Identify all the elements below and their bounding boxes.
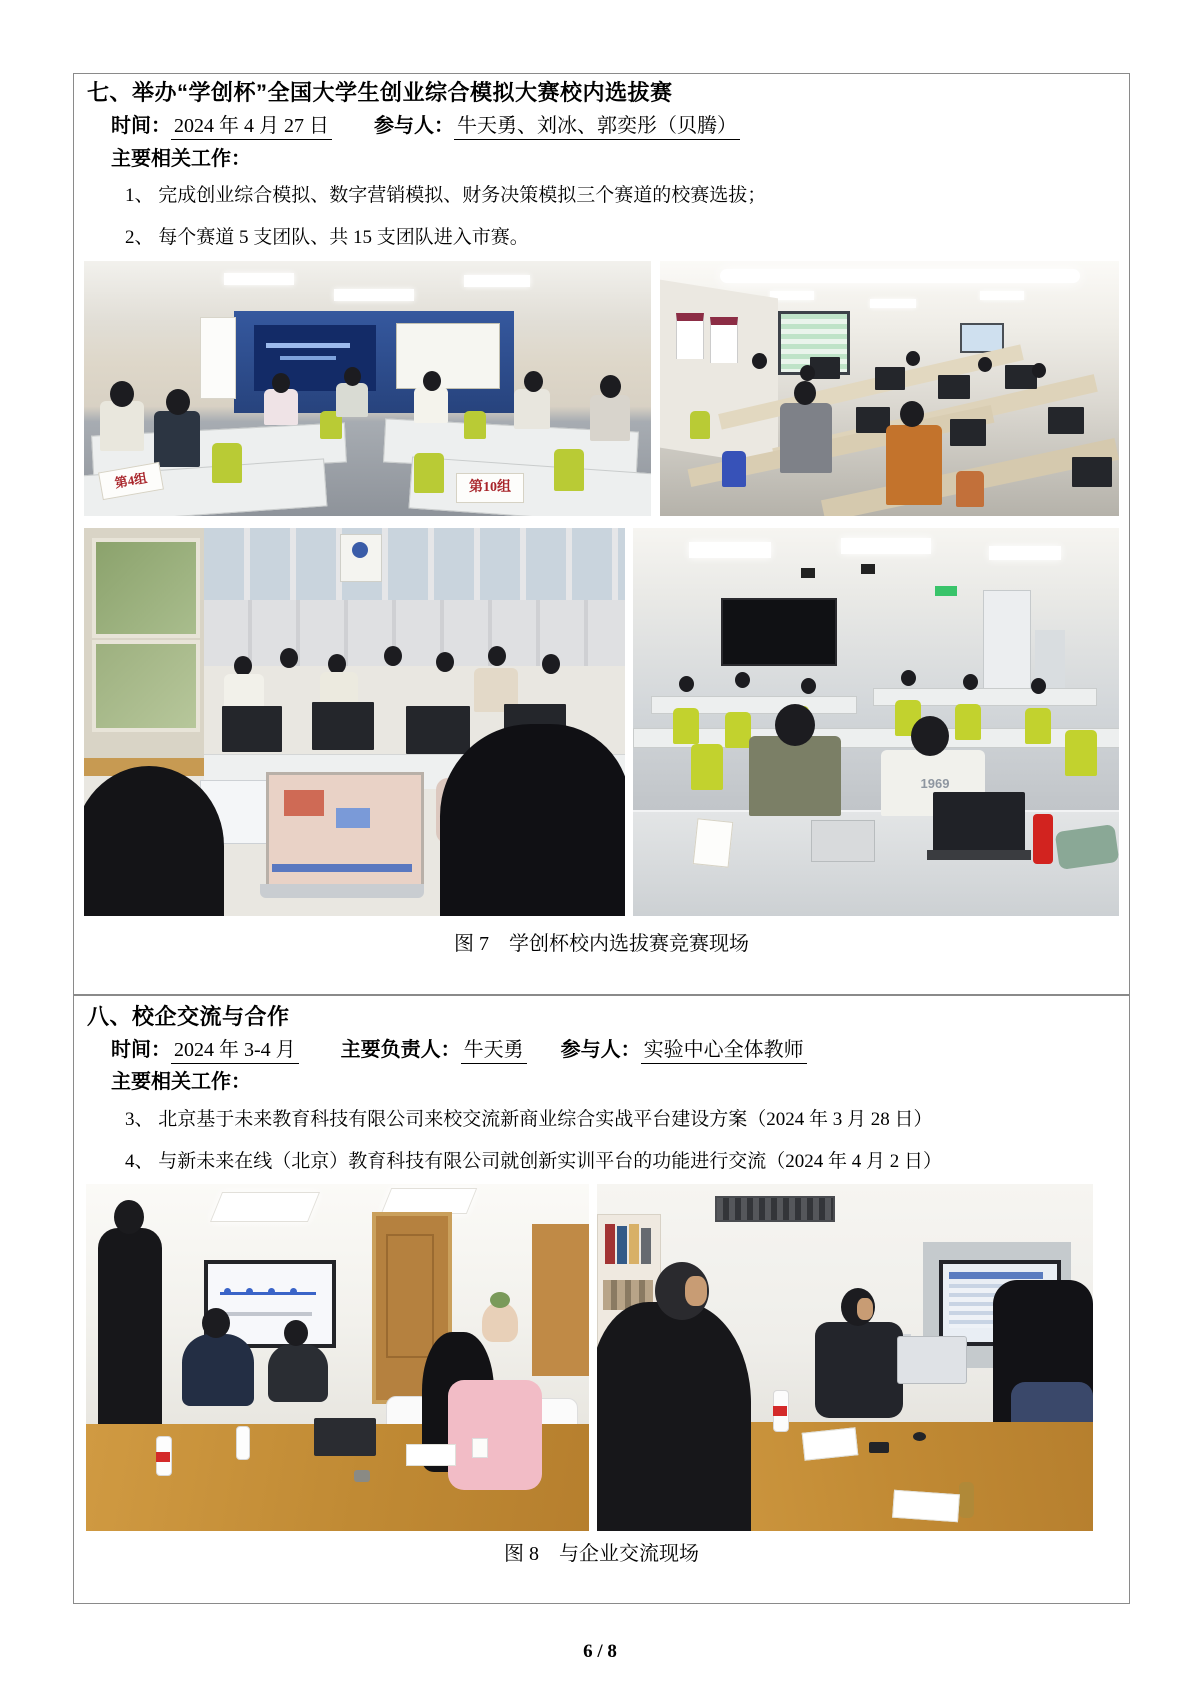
bottle-red-label [156,1452,170,1462]
laptop-base [260,884,424,898]
locker-cabinets-lower [204,600,625,666]
laptop-base [927,850,1031,860]
silver-laptop [897,1336,967,1384]
green-chair [414,453,444,493]
green-chair [212,443,242,483]
student-gray-hoodie [780,403,832,473]
monitor [856,407,890,433]
student-head [800,365,815,381]
window-greenery [92,538,200,638]
flower-leaves [490,1292,510,1308]
ceiling-camera [861,564,875,574]
slide-timeline-dot [268,1288,275,1295]
whiteboard [396,323,500,389]
monitor [1048,407,1084,434]
slide-timeline-dot [246,1288,253,1295]
simulation-map-block [336,808,370,828]
time-label: 时间： [111,115,171,137]
blue-chair [722,451,746,487]
seated-person-dark [268,1344,328,1402]
section-7-meta [111,114,740,138]
student-head [110,381,134,407]
white-cup [472,1438,488,1458]
photo-meeting-room-screen [597,1184,1093,1531]
mouse [913,1432,926,1441]
ceiling-light [870,299,916,308]
book-spine [617,1226,627,1264]
table-sign [693,818,734,868]
student-head [1032,363,1046,378]
lead-label: 主要负责人： [340,1039,461,1061]
foreground-man-black-jacket [597,1302,751,1531]
door-panel-line [386,1234,434,1358]
monitor [875,367,905,390]
phone [869,1442,889,1453]
notebook-open [802,1427,859,1460]
woman-pink-sweater [448,1380,542,1490]
section-8-heading: 八、校企交流与合作 [87,1004,290,1029]
section-8-item-3: 3、 北京基于未来教育科技有限公司来校交流新商业综合实战平台建设方案（2024 年 3 月 28 日） [125,1109,933,1130]
student-head [272,373,290,393]
photo-meeting-room-door [86,1184,589,1531]
student-head [234,656,252,676]
photo-computer-lab-rows [660,261,1119,516]
ceiling-light [689,542,771,558]
ceiling-light [989,546,1061,560]
student-head [801,678,816,694]
section-7 [73,73,1130,995]
student-torso [100,401,144,451]
left-wall [660,280,778,467]
documents [406,1444,456,1466]
student-head [488,646,506,666]
green-chair [673,708,699,744]
student-head [775,704,815,746]
standing-man-black [98,1228,162,1428]
student-head [901,670,916,686]
ceiling-light-panel [224,273,294,285]
spreadsheet-header-row [949,1272,1043,1279]
slide-text-line [280,356,336,360]
section-8 [73,995,1130,1604]
seated-person-head [202,1308,230,1338]
slide-timeline-dot [290,1288,297,1295]
student-head [900,401,924,427]
student-head [752,353,767,369]
student-head [166,389,190,415]
window-greenery [92,640,200,732]
monitor [1072,457,1112,487]
green-chair [1025,708,1051,744]
wall-tv-screen [721,598,837,666]
cove-light [720,269,1080,283]
participants-value: 牛天勇、刘冰、郭奕彤（贝腾） [454,115,740,140]
book-spine [629,1224,639,1264]
foreground-hair-right [440,724,625,916]
photo-classroom-green-chairs [633,528,1119,916]
documents [892,1490,960,1523]
water-bottle [236,1426,250,1460]
green-chair [1065,730,1097,776]
seated-man-face [857,1298,873,1320]
student-head [344,367,361,386]
slide-timeline-dot [224,1288,231,1295]
monitor [312,702,374,750]
green-chair [725,712,751,748]
ceiling-light [841,538,931,554]
red-cola-can [1033,814,1053,864]
participants-label: 参与人： [374,115,454,137]
student-head [384,646,402,666]
monitor [938,375,970,399]
student-torso [590,395,630,441]
student-torso [414,387,448,423]
student-head [524,371,543,392]
student-torso [336,383,368,417]
simulation-map-block [284,790,324,816]
book-spine [605,1224,615,1264]
student-head [423,371,441,391]
air-vent-grille [715,1196,835,1222]
standing-man-head [114,1200,144,1234]
monitor [950,419,986,446]
student-head [1031,678,1046,694]
student-head [542,654,560,674]
slide-text-row [220,1312,312,1316]
seated-person-head [284,1320,308,1346]
seated-man-center-dark [815,1322,903,1418]
laptop-on-table [314,1418,376,1456]
student-head [735,672,750,688]
section-7-work-label: 主要相关工作： [111,148,251,170]
orange-chair [956,471,984,507]
monitor [222,706,282,752]
door [983,590,1031,690]
monitor [406,706,470,754]
logo-circle [352,542,368,558]
flower-bouquet [482,1302,518,1342]
section-8-work-label: 主要相关工作： [111,1071,251,1093]
student-head [963,674,978,690]
wooden-door-right [532,1224,589,1376]
wall-poster [710,317,738,363]
figure-8-caption: 图 8 与企业交流现场 [504,1543,699,1565]
ceiling-light-panel [210,1192,320,1222]
section-7-item-2: 2、 每个赛道 5 支团队、共 15 支团队进入市赛。 [125,227,529,248]
student-orange-jacket [886,425,942,505]
shirt-print-1969: 1969 [920,776,950,791]
student-olive-shirt [749,736,841,816]
ceiling-camera [801,568,815,578]
section-7-item-1: 1、 完成创业综合模拟、数字营销模拟、财务决策模拟三个赛道的校赛选拔； [125,185,767,206]
student-head [679,676,694,692]
student-head [436,652,454,672]
page-number: 6 / 8 [583,1641,617,1662]
bottle-red-label [773,1406,787,1416]
book-spine [641,1228,651,1264]
participants-value: 实验中心全体教师 [641,1039,807,1064]
team-sign-10: 第10组 [456,473,524,503]
lead-value: 牛天勇 [461,1039,527,1064]
green-chair [464,411,486,439]
locker-cabinets [204,528,625,600]
photo-contest-classroom-front [84,261,651,516]
student-head [794,381,816,405]
seated-person-navy [182,1334,254,1406]
keys [354,1470,370,1482]
ceiling-light-panel [464,275,530,287]
green-chair [690,411,710,439]
student-head [906,351,920,366]
time-value: 2024 年 3-4 月 [171,1039,299,1064]
time-label: 时间： [111,1039,171,1061]
photo-lab-windows-foreground [84,528,625,916]
ceiling-light-panel [381,1188,478,1214]
simulation-toolbar [272,864,412,872]
ceiling-light [980,291,1024,300]
student-head [978,357,992,372]
student-head [600,375,621,398]
student-torso [264,389,298,425]
student-torso [514,389,550,429]
student-head [911,716,949,756]
student-head [280,648,298,668]
slide-title-line [266,343,350,348]
wall-poster [676,313,704,359]
ceiling-light-panel [334,289,414,301]
cabinet [200,317,236,399]
time-value: 2024 年 4 月 27 日 [171,115,332,140]
section-7-heading: 七、举办“学创杯”全国大学生创业综合模拟大赛校内选拔赛 [87,80,673,105]
student-head [328,654,346,674]
green-chair [691,744,723,790]
green-chair [554,449,584,491]
team-sign-4: 第4组 [98,462,164,500]
foreground-man-face [685,1276,707,1306]
green-chair [955,704,981,740]
figure-7-caption: 图 7 学创杯校内选拔赛竞赛现场 [454,933,749,955]
student-torso [154,411,200,467]
gold-thermos [959,1482,974,1518]
tablet [811,820,875,862]
laptop-dark [933,792,1025,852]
section-8-meta [111,1038,807,1062]
section-8-item-4: 4、 与新未来在线（北京）教育科技有限公司就创新实训平台的功能进行交流（2024 年 4 月 2 日） [125,1151,943,1172]
participants-label: 参与人： [560,1039,641,1061]
exit-sign [935,586,957,596]
